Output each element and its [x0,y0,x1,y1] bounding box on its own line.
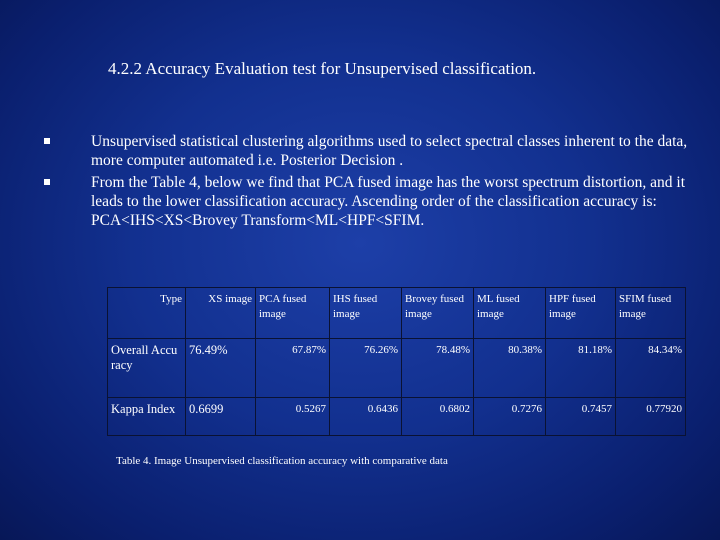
table-cell: 0.5267 [256,398,330,436]
table-cell: 80.38% [474,339,546,398]
table-cell: 0.7457 [546,398,616,436]
bullet-text: Unsupervised statistical clustering algorithms used to select spectral classes inherent to the data, more computer automated i.e. Posterior Decision . [91,133,688,169]
table-header-cell: ML fused image [474,288,546,339]
table-row [108,398,686,436]
bullet-list [44,132,694,230]
table-header-cell: PCA fused image [256,288,330,339]
table-cell: 0.6802 [402,398,474,436]
square-bullet-icon [44,179,50,185]
table-header-cell: Brovey fused image [402,288,474,339]
table-header-row [108,288,686,339]
row-label: Kappa Index [108,398,186,436]
table-row [108,339,686,398]
table-cell: 0.6436 [330,398,402,436]
table-header-cell: HPF fused image [546,288,616,339]
table-header-cell: Type [108,288,186,339]
table-cell: 76.26% [330,339,402,398]
table-cell: 78.48% [402,339,474,398]
table-header-cell: XS image [186,288,256,339]
table-cell: 0.77920 [616,398,686,436]
table-cell: 0.6699 [186,398,256,436]
table-header-cell: IHS fused image [330,288,402,339]
table-header-cell: SFIM fused image [616,288,686,339]
bullet-text: From the Table 4, below we find that PCA fused image has the worst spectrum distortion, and it leads to the lower classification accuracy. Ascending order of the classification accuracy is: PCA<IHS<XS<Brovey Transform<ML<HPF<SFIM. [91,174,685,229]
bullet-item [44,173,694,230]
bullet-item [44,132,694,170]
table-caption: Table 4. Image Unsupervised classification accuracy with comparative data [116,455,448,467]
slide-title: 4.2.2 Accuracy Evaluation test for Unsupervised classification. [108,59,537,78]
table-cell: 67.87% [256,339,330,398]
table-cell: 0.7276 [474,398,546,436]
square-bullet-icon [44,138,50,144]
accuracy-table [107,287,686,436]
table-cell: 76.49% [186,339,256,398]
table-cell: 84.34% [616,339,686,398]
table-cell: 81.18% [546,339,616,398]
row-label: Overall Accu racy [108,339,186,398]
